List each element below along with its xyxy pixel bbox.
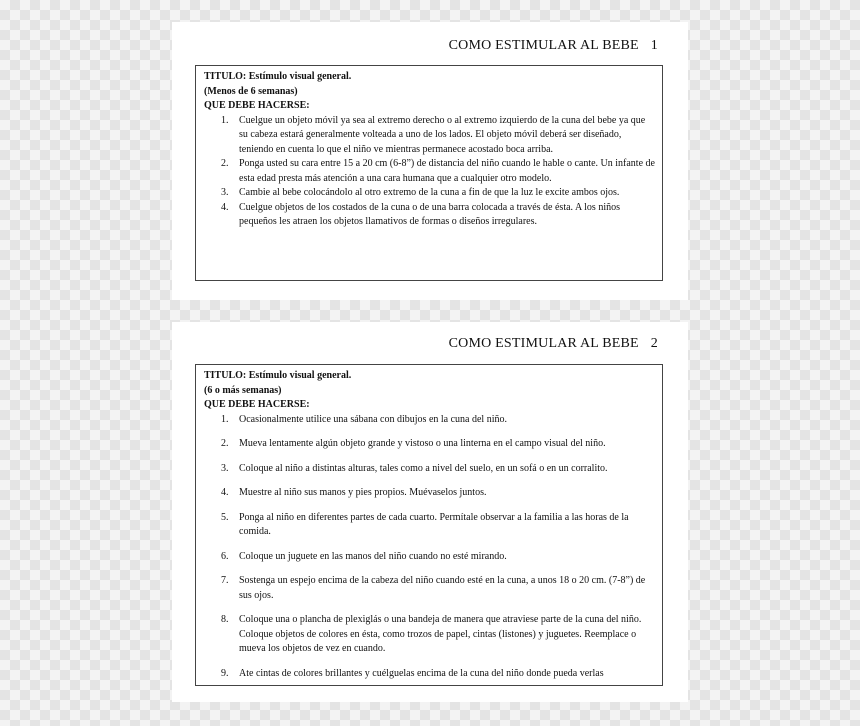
activity-box	[195, 65, 663, 281]
list-item-text: Cuelgue objetos de los costados de la cuna o de una barra colocada a través de ésta. A los niños pequeños les atraen los objetos llamativos de formas o diseños irregulares.	[239, 201, 620, 227]
list-item-number: 2.	[221, 158, 229, 169]
document-page-1	[172, 22, 688, 300]
list-item-number: 3.	[221, 462, 229, 474]
list-item-text: Cambie al bebe colocándolo al otro extremo de la cuna a fin de que la luz le excite ambos ojos.	[239, 187, 620, 198]
list-item-text: Coloque una o plancha de plexiglás o una bandeja de manera que atraviese parte de la cuna del niño. Coloque objetos de colores en ésta, como trozos de papel, cintas (listones) y juguetes. Reemplace o mueva los objetos de vez en cuando.	[239, 614, 642, 654]
page-header	[449, 336, 658, 352]
list-item-number: 9.	[221, 667, 229, 679]
list-item	[204, 550, 655, 565]
list-item-number: 2.	[221, 438, 229, 449]
list-item-number: 1.	[221, 413, 229, 425]
activity-title: TITULO: Estímulo visual general.	[204, 71, 352, 82]
activity-box	[195, 364, 663, 686]
list-item	[204, 613, 655, 657]
list-item-text: Ponga al niño en diferentes partes de cada cuarto. Permítale observar a la familia a las horas de la comida.	[239, 511, 629, 537]
page-header	[449, 38, 658, 54]
list-item	[204, 574, 655, 603]
list-item	[204, 462, 655, 477]
list-item	[204, 437, 655, 452]
list-item	[204, 413, 655, 428]
list-item-text: Coloque un juguete en las manos del niño cuando no esté mirando.	[239, 550, 507, 562]
page-header-title: COMO ESTIMULAR AL BEBE	[448, 38, 639, 53]
list-item-text: Ponga usted su cara entre 15 a 20 cm (6-8”) de distancia del niño cuando le hable o cante. Un infante de esta edad presta más atención a una cara humana que a cualquier otro modelo.	[239, 158, 655, 184]
list-item-number: 1.	[221, 114, 229, 126]
page-header-title: COMO ESTIMULAR AL BEBE	[448, 336, 639, 351]
list-item-text: Ate cintas de colores brillantes y cuélguelas encima de la cuna del niño donde pueda verlas	[239, 667, 604, 679]
list-item-number: 4.	[221, 201, 229, 213]
list-item	[204, 201, 655, 230]
list-item-number: 5.	[221, 511, 229, 523]
list-item-text: Ocasionalmente utilice una sábana con dibujos en la cuna del niño.	[239, 413, 507, 425]
list-item-text: Coloque al niño a distintas alturas, tales como a nivel del suelo, en un sofá o en un corralito.	[239, 462, 608, 474]
list-item	[204, 114, 655, 158]
instructions-heading: QUE DEBE HACERSE:	[204, 399, 310, 410]
list-item	[204, 511, 655, 540]
list-item	[204, 186, 655, 201]
list-item	[204, 486, 655, 501]
list-item	[204, 667, 655, 682]
list-item-number: 6.	[221, 550, 229, 562]
instructions-heading: QUE DEBE HACERSE:	[204, 100, 310, 111]
list-item-text: Sostenga un espejo encima de la cabeza del niño cuando esté en la cuna, a unos 18 o 20 cm. (7-8”) de sus ojos.	[239, 575, 646, 601]
list-item-text: Mueva lentamente algún objeto grande y vistoso o una linterna en el campo visual del niño.	[239, 438, 606, 449]
list-item-number: 4.	[221, 487, 229, 498]
instructions-list	[204, 114, 655, 230]
age-range: (Menos de 6 semanas)	[204, 85, 298, 97]
page-number: 2	[650, 336, 658, 351]
list-item-number: 7.	[221, 575, 229, 586]
age-range: (6 o más semanas)	[204, 384, 282, 396]
document-page-2	[172, 322, 688, 702]
list-item-number: 8.	[221, 614, 229, 625]
page-number: 1	[650, 38, 658, 53]
list-item-text: Muestre al niño sus manos y pies propios. Muévaselos juntos.	[239, 487, 487, 498]
instructions-list	[204, 413, 655, 682]
activity-title: TITULO: Estímulo visual general.	[204, 370, 352, 381]
list-item-number: 3.	[221, 187, 229, 198]
list-item	[204, 157, 655, 186]
list-item-text: Cuelgue un objeto móvil ya sea al extremo derecho o al extremo izquierdo de la cuna del bebe ya que su cabeza estará generalmente volteada a uno de los lados. El objeto móvil deberá ser diseñado, teniendo en cuenta lo que el niño ve mientras permanece acostado boca arriba.	[239, 114, 646, 155]
